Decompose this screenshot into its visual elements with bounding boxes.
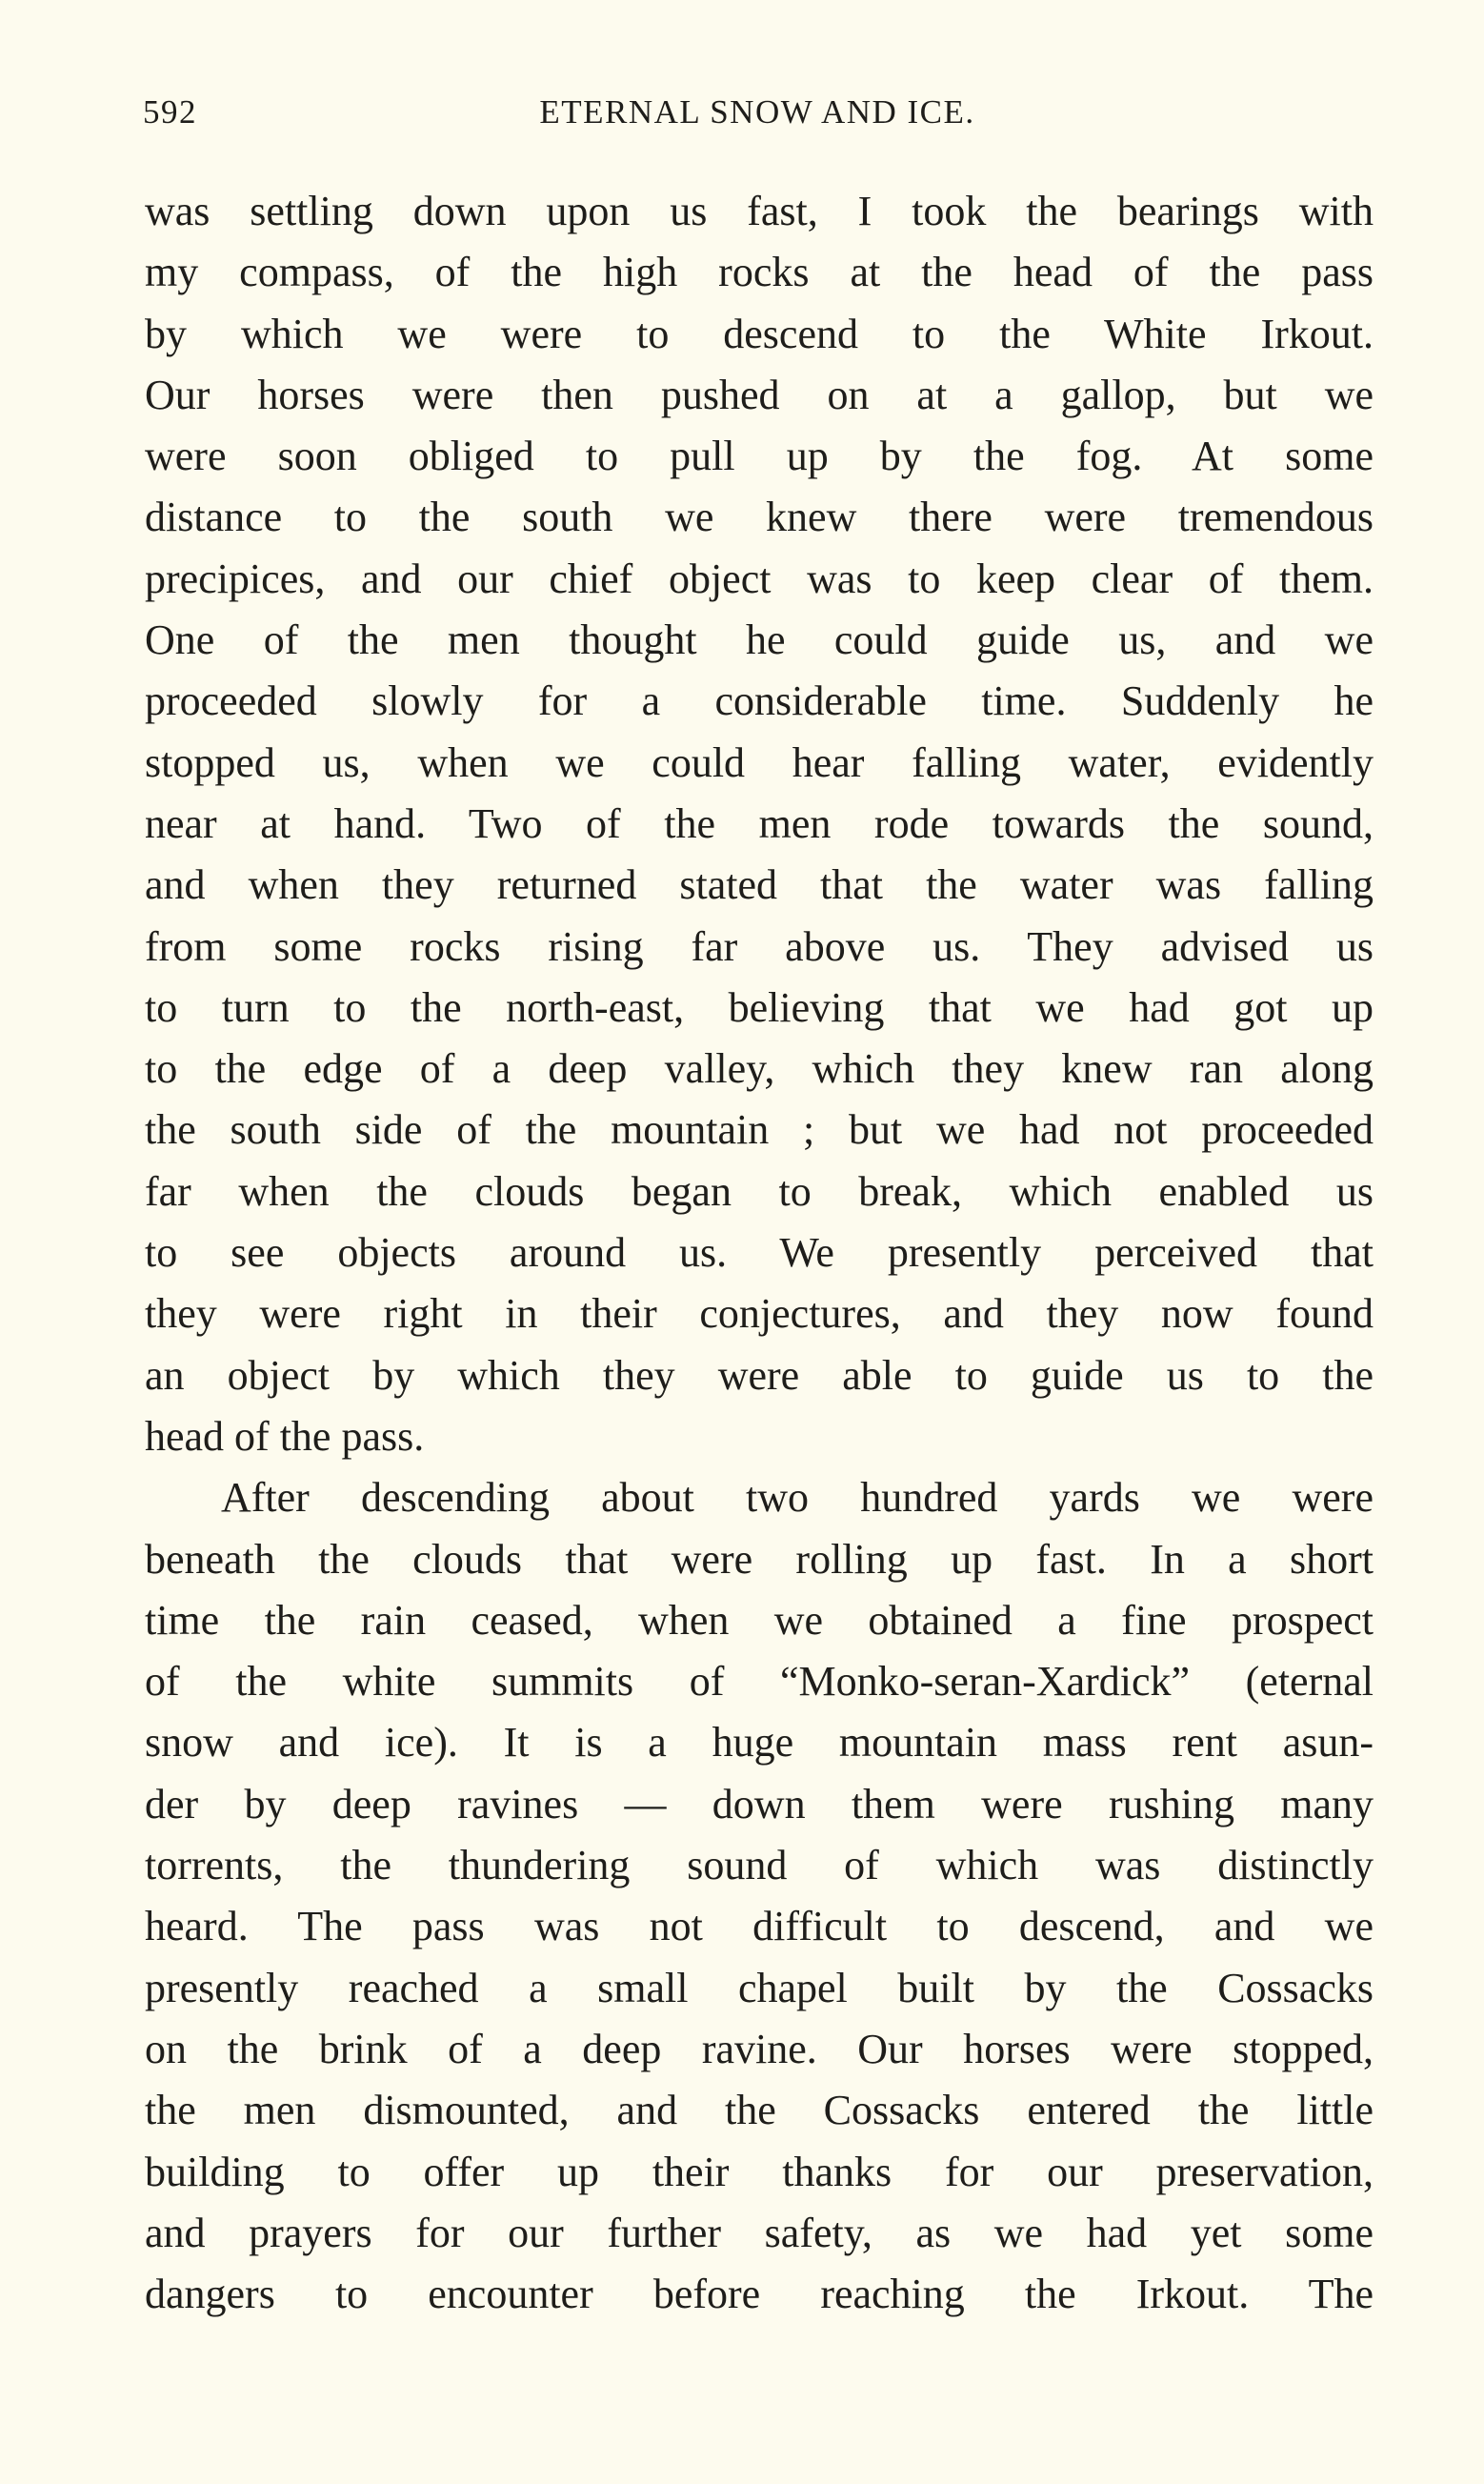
text-line: dangers to encounter before reaching the Irkout. The	[145, 2271, 1374, 2318]
text-line: was settling down upon us fast, I took the bearings with	[145, 188, 1374, 234]
text-line: and prayers for our further safety, as we had yet some	[145, 2209, 1374, 2256]
paragraph-start-line: After descending about two hundred yards we were	[221, 1474, 1374, 1522]
running-head	[143, 93, 1372, 141]
text-line: time the rain ceased, when we obtained a fine prospect	[145, 1596, 1374, 1644]
text-line: precipices, and our chief object was to keep clear of them.	[145, 555, 1374, 602]
text-line: der by deep ravines — down them were rushing many	[145, 1780, 1374, 1828]
text-line: the men dismounted, and the Cossacks entered the little	[145, 2087, 1374, 2134]
text-line: my compass, of the high rocks at the head of the pass	[145, 249, 1374, 296]
text-line: heard. The pass was not difficult to descend, and we	[145, 1903, 1374, 1950]
text-line: stopped us, when we could hear falling water, evidently	[145, 738, 1374, 786]
text-line: to the edge of a deep valley, which they knew ran along	[145, 1045, 1374, 1093]
text-line: were soon obliged to pull up by the fog. At some	[145, 433, 1374, 480]
text-line: building to offer up their thanks for our preservation,	[145, 2148, 1374, 2195]
text-line: to turn to the north-east, believing that we had got up	[145, 983, 1374, 1031]
text-line: an object by which they were able to guide us to the	[145, 1351, 1374, 1399]
text-line: far when the clouds began to break, which enabled us	[145, 1167, 1374, 1215]
text-line: near at hand. Two of the men rode towards the sound,	[145, 799, 1374, 847]
text-line: they were right in their conjectures, and they now found	[145, 1290, 1374, 1338]
text-line: proceeded slowly for a considerable time. Suddenly he	[145, 677, 1374, 725]
text-line: Our horses were then pushed on at a gallop, but we	[145, 371, 1374, 418]
text-line: snow and ice). It is a huge mountain mass rent asun-	[145, 1719, 1374, 1767]
text-line: and when they returned stated that the water was falling	[145, 861, 1374, 909]
paragraph-end-line: head of the pass.	[145, 1412, 425, 1460]
text-line: torrents, the thundering sound of which was distinctly	[145, 1842, 1374, 1889]
body-text	[145, 181, 1374, 2325]
text-line: One of the men thought he could guide us, and we	[145, 616, 1374, 664]
text-line: by which we were to descend to the White Irkout.	[145, 310, 1374, 357]
running-title: ETERNAL SNOW AND ICE.	[539, 93, 975, 131]
text-line: from some rocks rising far above us. They advised us	[145, 922, 1374, 970]
text-line: distance to the south we knew there were tremendous	[145, 494, 1374, 541]
page-number: 592	[143, 93, 197, 131]
text-line: of the white summits of “Monko-seran-Xardick” (eternal	[145, 1658, 1374, 1706]
text-line: on the brink of a deep ravine. Our horses were stopped,	[145, 2025, 1374, 2072]
text-line: to see objects around us. We presently perceived that	[145, 1229, 1374, 1277]
text-line: presently reached a small chapel built by the Cossacks	[145, 1964, 1374, 2011]
text-line: beneath the clouds that were rolling up fast. In a short	[145, 1535, 1374, 1583]
text-line: the south side of the mountain ; but we had not proceeded	[145, 1106, 1374, 1154]
